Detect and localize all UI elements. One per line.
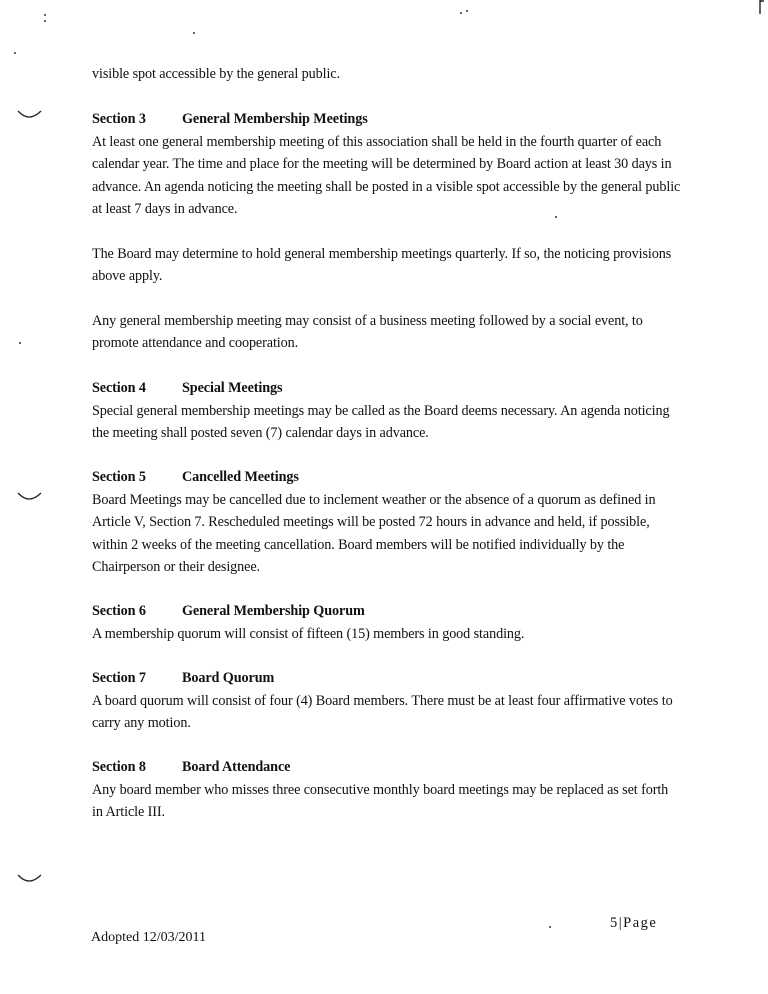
- section-title: Special Meetings: [182, 380, 283, 396]
- intro-paragraph: [92, 63, 682, 85]
- section-6-paragraph-1: [92, 623, 682, 645]
- adopted-date: Adopted 12/03/2011: [91, 930, 206, 945]
- section-5-paragraph-1: [92, 489, 682, 579]
- scan-speck: [466, 10, 468, 12]
- intro-text: visible spot accessible by the general public.: [92, 66, 340, 82]
- scan-edge-mark: [758, 0, 766, 16]
- section-3-paragraph-2: [92, 243, 682, 288]
- section-3-paragraph-1: [92, 131, 682, 221]
- section-title: Board Quorum: [182, 670, 275, 686]
- section-4-paragraph-1: [92, 400, 682, 445]
- section-number: Section 8: [92, 759, 146, 775]
- scan-speck: [549, 926, 551, 928]
- scan-speck: [44, 14, 46, 16]
- section-title: General Membership Meetings: [182, 111, 368, 127]
- section-number: Section 4: [92, 380, 146, 396]
- paragraph-text: Any general membership meeting may consist of a business meeting followed by a social event, to promote attendance and cooperation.: [92, 313, 643, 352]
- section-title: Board Attendance: [182, 759, 291, 775]
- scan-speck: [19, 342, 21, 344]
- section-title: Cancelled Meetings: [182, 469, 299, 485]
- paragraph-text: A membership quorum will consist of fifteen (15) members in good standing.: [92, 626, 525, 642]
- punch-hole-mark-top: [16, 108, 44, 122]
- page-number: 5|Page: [610, 915, 658, 931]
- section-number: Section 5: [92, 469, 146, 485]
- section-8-heading: [92, 756, 682, 778]
- punch-hole-mark-middle: [16, 490, 44, 504]
- section-3-heading: [92, 108, 682, 130]
- section-3-paragraph-3: [92, 310, 682, 355]
- section-6-heading: [92, 600, 682, 622]
- paragraph-text: Board Meetings may be cancelled due to inclement weather or the absence of a quorum as defined in Article V, Section 7. Rescheduled meetings will be posted 72 hours in advance and held, if possible, within 2 weeks of the meeting cancellation. Board members will be notified individually by the Chairperson or their designee.: [92, 492, 656, 576]
- section-7-paragraph-1: [92, 690, 682, 735]
- section-4-heading: [92, 377, 682, 399]
- paragraph-text: Special general membership meetings may be called as the Board deems necessary. An agenda noticing the meeting shall posted seven (7) calendar days in advance.: [92, 403, 670, 442]
- section-title: General Membership Quorum: [182, 603, 365, 619]
- section-7-heading: [92, 667, 682, 689]
- scan-speck: [44, 20, 46, 22]
- paragraph-text: A board quorum will consist of four (4) Board members. There must be at least four affirmative votes to carry any motion.: [92, 693, 673, 732]
- paragraph-text: The Board may determine to hold general membership meetings quarterly. If so, the noticing provisions above apply.: [92, 246, 672, 285]
- section-number: Section 3: [92, 111, 146, 127]
- section-number: Section 6: [92, 603, 146, 619]
- section-8-paragraph-1: [92, 779, 682, 824]
- paragraph-text: Any board member who misses three consecutive monthly board meetings may be replaced as set forth in Article III.: [92, 782, 669, 821]
- section-number: Section 7: [92, 670, 146, 686]
- scan-speck: [193, 32, 195, 34]
- scan-speck: [14, 52, 16, 54]
- scan-speck: [460, 12, 462, 14]
- punch-hole-mark-bottom: [16, 872, 44, 886]
- paragraph-text: At least one general membership meeting of this association shall be held in the fourth quarter of each calendar year. The time and place for the meeting will be determined by Board action at least 30 days in advance. An agenda noticing the meeting shall be posted in a visible spot accessible by the general public at least 7 days in advance.: [92, 134, 681, 218]
- section-5-heading: [92, 466, 682, 488]
